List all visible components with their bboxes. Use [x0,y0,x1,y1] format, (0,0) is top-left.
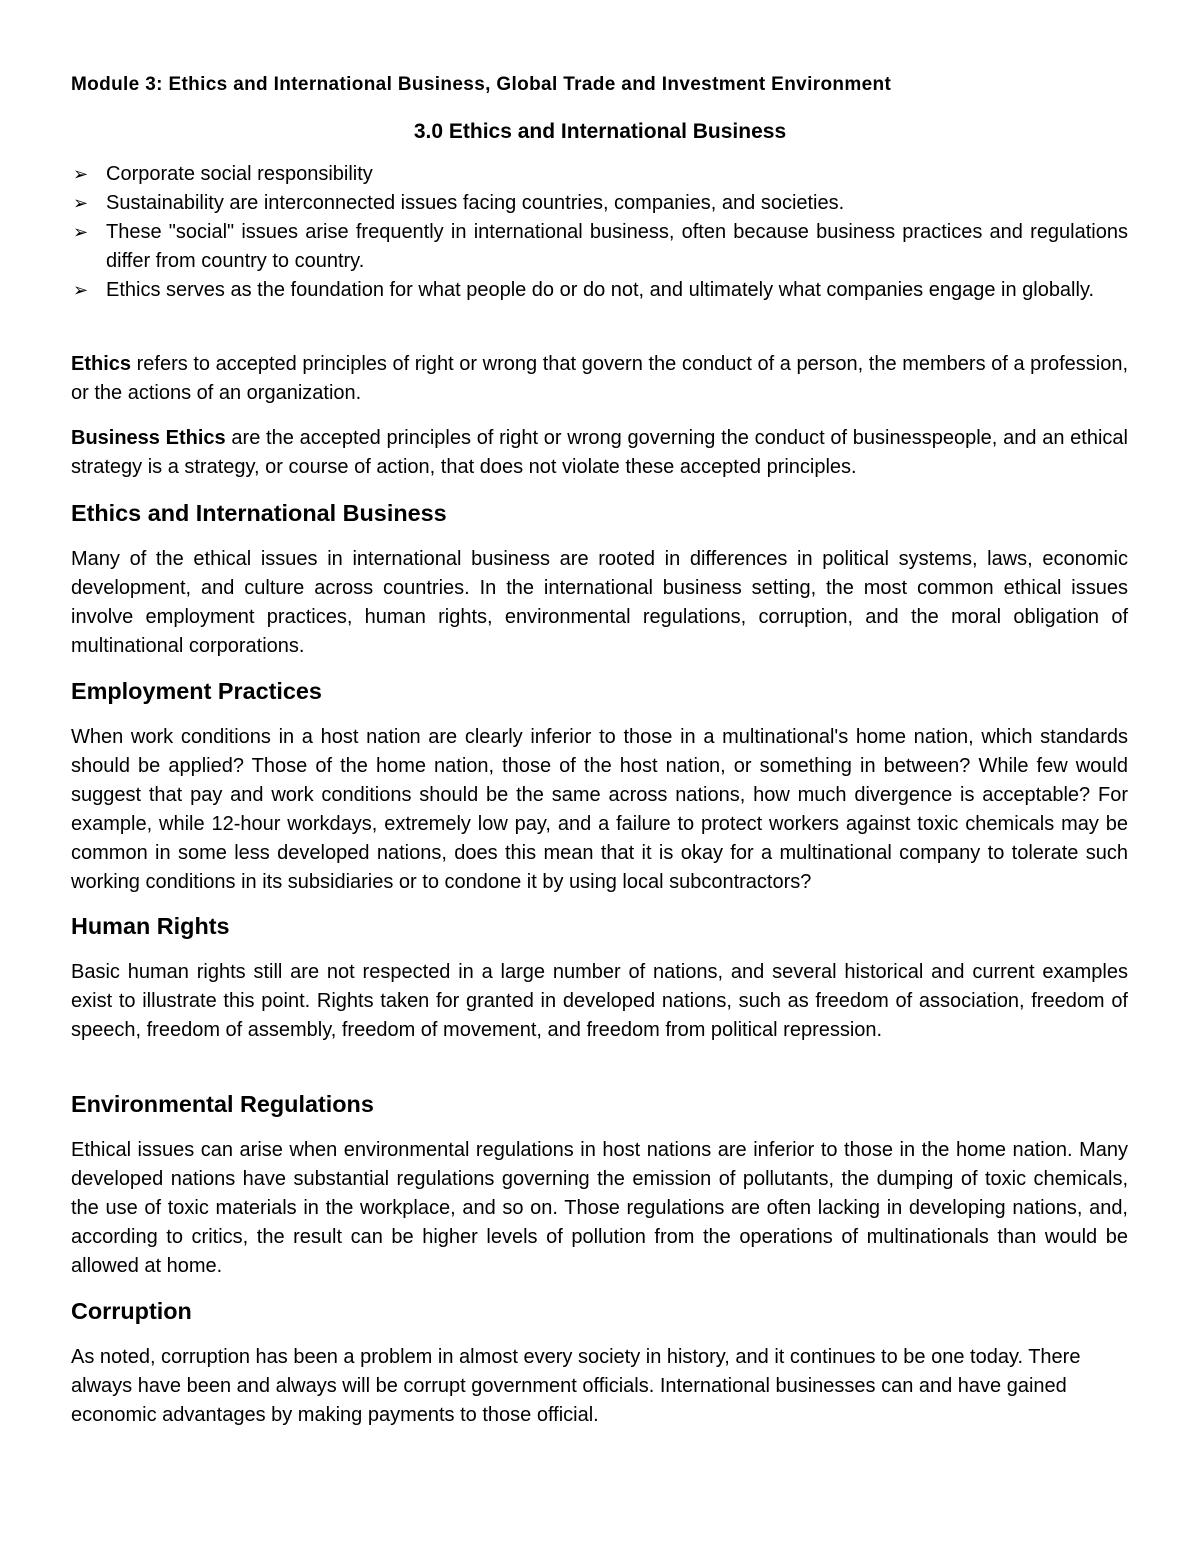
module-title: Module 3: Ethics and International Business, Global Trade and Investment Environment [71,74,892,95]
bullet-text: Sustainability are interconnected issues facing countries, companies, and societies. [106,192,845,214]
heading-ethics-international-business: Ethics and International Business [71,500,447,526]
paragraph-ethics-international-business: Many of the ethical issues in international business are rooted in differences in political systems, laws, economic development, and culture across countries. In the international business setting, the most common ethical issues involve employment practices, human rights, environmental regulations, corruption, and the moral obligation of multinational corporations. [71,548,1128,657]
arrowhead-bullet-icon: ➢ [73,280,89,300]
heading-environmental-regulations: Environmental Regulations [71,1091,374,1117]
bullet-text: Corporate social responsibility [106,163,373,185]
arrowhead-bullet-icon: ➢ [73,164,89,184]
list-item [71,218,1128,276]
ethics-definition-text: refers to accepted principles of right or wrong that govern the conduct of a person, the members of a profession, or the actions of an organization. [71,353,1128,404]
section-title: 3.0 Ethics and International Business [413,120,787,143]
paragraph-employment-practices: When work conditions in a host nation are clearly inferior to those in a multinational's home nation, which standards should be applied? Those of the home nation, those of the host nation, or something in between? While few would suggest that pay and work conditions should be the same across nations, how much divergence is acceptable? For example, while 12-hour workdays, extremely low pay, and a failure to protect workers against toxic chemicals may be common in some less developed nations, does this mean that it is okay for a multinational company to tolerate such working conditions in its subsidiaries or to condone it by using local subcontractors? [71,726,1128,893]
heading-corruption: Corruption [71,1298,192,1324]
heading-human-rights: Human Rights [71,913,230,939]
business-ethics-definition [71,424,1128,482]
paragraph-human-rights: Basic human rights still are not respected in a large number of nations, and several historical and current examples exist to illustrate this point. Rights taken for granted in developed nations, such as freedom of association, freedom of speech, freedom of assembly, freedom of movement, and freedom from political repression. [71,961,1128,1041]
ethics-term: Ethics [71,353,132,375]
paragraph-environmental-regulations: Ethical issues can arise when environmental regulations in host nations are inferior to those in the home nation. Many developed nations have substantial regulations governing the emission of pollutants, the dumping of toxic chemicals, the use of toxic materials in the workplace, and so on. Those regulations are often lacking in developing nations, and, according to critics, the result can be higher levels of pollution from the operations of multinationals than would be allowed at home. [71,1139,1128,1277]
list-item [71,276,1128,305]
bullet-list [71,160,1128,305]
list-item [71,189,1128,218]
list-item [71,160,1128,189]
bullet-text: These "social" issues arise frequently in international business, often because business practices and regulations differ from country to country. [106,221,1128,272]
business-ethics-definition-text: are the accepted principles of right or wrong governing the conduct of businesspeople, and an ethical strategy is a strategy, or course of action, that does not violate these accepted principles. [71,427,1128,478]
arrowhead-bullet-icon: ➢ [73,222,89,242]
paragraph-corruption: As noted, corruption has been a problem in almost every society in history, and it continues to be one today. There always have been and always will be corrupt government officials. International businesses can and have gained economic advantages by making payments to those official. [71,1346,1081,1426]
bullet-text: Ethics serves as the foundation for what people do or do not, and ultimately what companies engage in globally. [106,279,1095,301]
business-ethics-term: Business Ethics [71,427,226,449]
arrowhead-bullet-icon: ➢ [73,193,89,213]
ethics-definition [71,350,1128,408]
heading-employment-practices: Employment Practices [71,678,322,704]
